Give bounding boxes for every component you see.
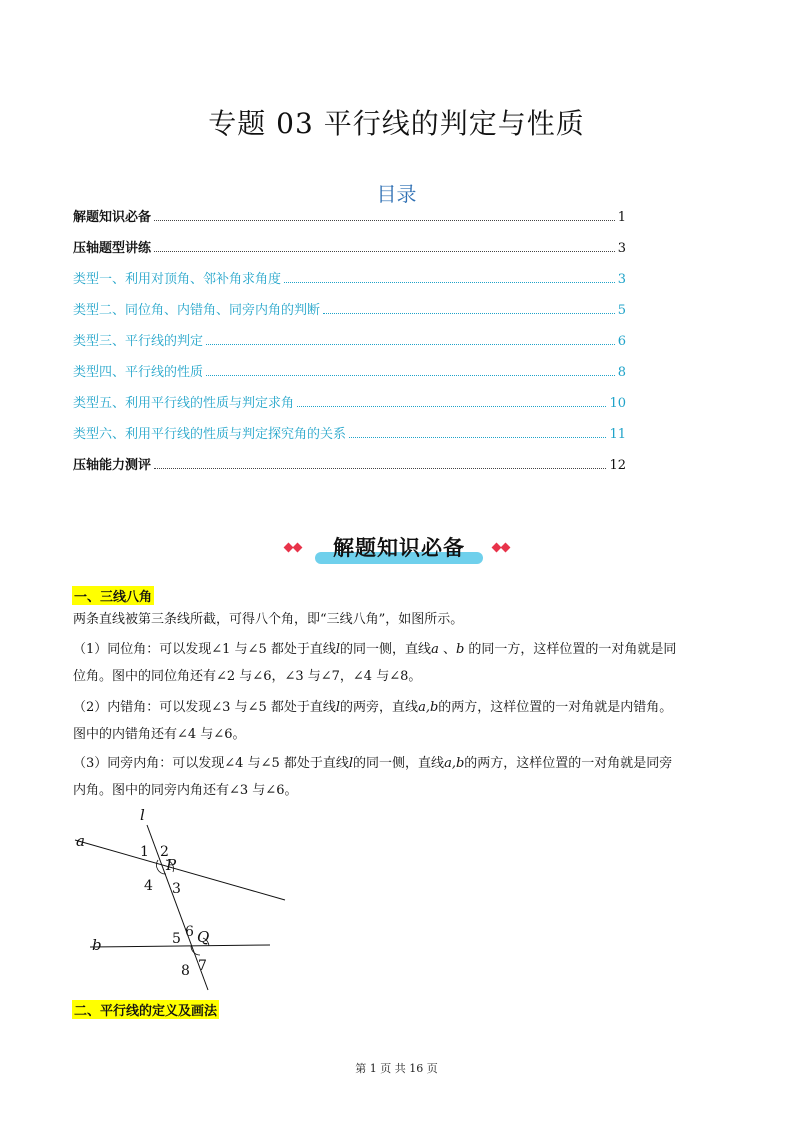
section-banner <box>313 530 485 568</box>
toc-entry-label: 类型六、利用平行线的性质与判定探究角的关系 <box>73 427 347 442</box>
diamond-icon <box>501 543 511 553</box>
page-title: 专题 03 平行线的判定与性质 <box>208 107 585 140</box>
toc-entry-page: 6 <box>617 334 626 349</box>
toc-leader-dots <box>206 344 615 345</box>
paragraph-alternate-angles: （2）内错角：可以发现∠3 与∠5 都处于直线l的两旁，直线a,b的两方，这样位置的一对角就是内错角。 图中的内错角还有∠4 与∠6。 <box>73 700 673 742</box>
toc-entry-label: 类型三、平行线的判定 <box>73 334 204 349</box>
toc-entry[interactable] <box>73 424 626 442</box>
toc-entry[interactable] <box>73 238 626 256</box>
banner-title: 解题知识必备 <box>333 536 465 560</box>
label-line-l: l <box>140 808 145 824</box>
label-point-q: Q <box>197 928 210 946</box>
toc-entry-page: 11 <box>609 427 626 442</box>
three-lines-eight-angles-diagram <box>60 808 300 993</box>
toc-entry-label: 类型五、利用平行线的性质与判定求角 <box>73 396 295 411</box>
angle-label-1: 1 <box>140 844 149 860</box>
toc-leader-dots <box>206 375 615 376</box>
toc-entry[interactable] <box>73 455 626 473</box>
toc-leader-dots <box>154 468 606 469</box>
toc-entry-page: 5 <box>617 303 626 318</box>
toc-entry[interactable] <box>73 362 626 380</box>
label-line-b: b <box>92 936 102 954</box>
toc-entry-label: 类型四、平行线的性质 <box>73 365 204 380</box>
toc-entry[interactable] <box>73 331 626 349</box>
toc-leader-dots <box>323 313 615 314</box>
toc-entry-label: 类型一、利用对顶角、邻补角求角度 <box>73 272 282 287</box>
angle-label-2: 2 <box>160 844 169 860</box>
page-footer: 第 1 页 共 16 页 <box>355 1062 438 1075</box>
section-heading: 一、三线八角 <box>72 586 154 605</box>
toc-leader-dots <box>297 406 606 407</box>
toc-entry-page: 3 <box>617 241 626 256</box>
paragraph-interior-angles: （3）同旁内角：可以发现∠4 与∠5 都处于直线l的同一侧，直线a,b的两方，这样位置的一对角就是同旁 内角。图中的同旁内角还有∠3 与∠6。 <box>73 756 673 798</box>
section-heading: 二、平行线的定义及画法 <box>72 1000 219 1019</box>
toc-entry-page: 3 <box>617 272 626 287</box>
angle-label-6: 6 <box>185 924 194 940</box>
toc-entry-page: 10 <box>609 396 626 411</box>
angle-label-8: 8 <box>181 963 190 979</box>
angle-label-4: 4 <box>144 878 153 894</box>
toc-leader-dots <box>284 282 615 283</box>
diamond-icon <box>293 543 303 553</box>
angle-label-7: 7 <box>198 958 207 974</box>
toc-entry[interactable] <box>73 269 626 287</box>
toc-entry-label: 类型二、同位角、内错角、同旁内角的判断 <box>73 303 321 318</box>
angle-label-3: 3 <box>172 881 181 897</box>
toc-entry[interactable] <box>73 207 626 225</box>
angle-label-5: 5 <box>172 931 181 947</box>
toc-entry-page: 8 <box>617 365 626 380</box>
toc-leader-dots <box>154 251 615 252</box>
toc-entry-page: 12 <box>609 458 626 473</box>
label-line-a: a <box>76 832 85 850</box>
paragraph-corresponding-angles: （1）同位角：可以发现∠1 与∠5 都处于直线l的同一侧，直线a 、b 的同一方，这样位置的一对角就是同 位角。图中的同位角还有∠2 与∠6，∠3 与∠7，∠4 与∠8。 <box>73 642 677 684</box>
toc-entry-label: 压轴能力测评 <box>73 458 152 473</box>
toc-leader-dots <box>154 220 615 221</box>
paragraph-intro: 两条直线被第三条线所截，可得八个角，即“三线八角”，如图所示。 <box>73 612 464 627</box>
toc-entry-page: 1 <box>617 210 626 225</box>
toc-leader-dots <box>349 437 606 438</box>
toc-entry-label: 解题知识必备 <box>73 210 152 225</box>
toc-heading: 目录 <box>376 182 417 206</box>
label-point-p: P <box>166 856 177 874</box>
toc-entry-label: 压轴题型讲练 <box>73 241 152 256</box>
toc-entry[interactable] <box>73 393 626 411</box>
toc-entry[interactable] <box>73 300 626 318</box>
